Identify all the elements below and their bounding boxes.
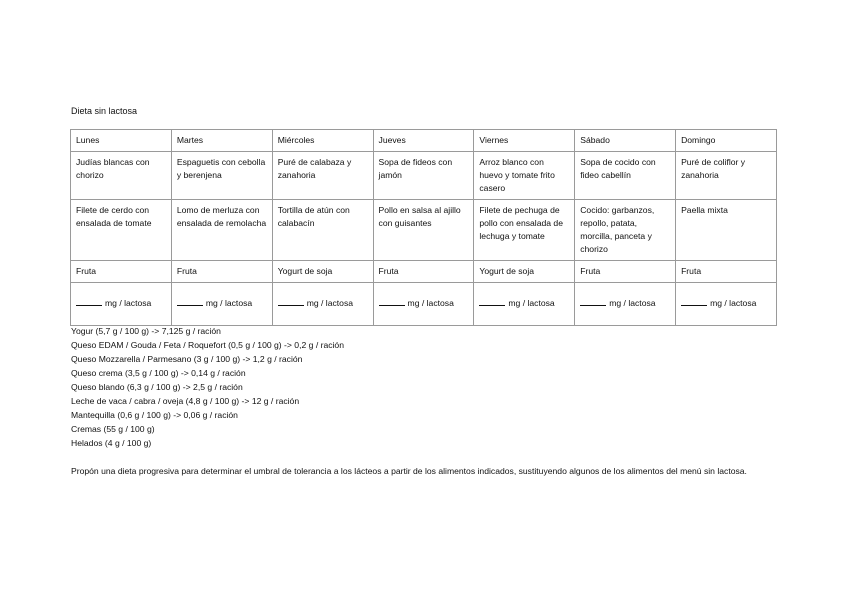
table-cell-meal: Lomo de merluza con ensalada de remolacha [171,200,272,261]
blank-line [76,296,102,306]
table-cell-dessert: Yogurt de soja [272,261,373,283]
table-cell-lactose [575,283,676,326]
table-cell-dessert: Fruta [575,261,676,283]
lactose-label: mg / lactosa [609,298,656,308]
table-cell-meal: Paella mixta [676,200,777,261]
table-row-second-course [71,200,777,261]
table-cell-meal: Puré de calabaza y zanahoria [272,152,373,200]
list-item: Queso crema (3,5 g / 100 g) -> 0,14 g / ración [71,368,246,378]
blank-line [580,296,606,306]
table-cell-meal: Sopa de cocido con fideo cabellín [575,152,676,200]
blank-line [379,296,405,306]
table-cell-day: Domingo [676,130,777,152]
table-cell-dessert: Fruta [676,261,777,283]
list-item: Queso Mozzarella / Parmesano (3 g / 100 g) -> 1,2 g / ración [71,354,303,364]
table-row-first-course [71,152,777,200]
lactose-label: mg / lactosa [407,298,454,308]
blank-line [681,296,707,306]
table-row-dessert [71,261,777,283]
table-cell-day: Lunes [71,130,172,152]
diet-table [70,129,777,326]
list-item: Helados (4 g / 100 g) [71,438,152,448]
list-item: Mantequilla (0,6 g / 100 g) -> 0,06 g / ración [71,410,238,420]
table-cell-meal: Espaguetis con cebolla y berenjena [171,152,272,200]
lactose-reference-list [71,324,344,450]
table-cell-lactose [474,283,575,326]
lactose-label: mg / lactosa [508,298,555,308]
table-cell-meal: Arroz blanco con huevo y tomate frito casero [474,152,575,200]
table-cell-lactose [676,283,777,326]
list-item: Queso EDAM / Gouda / Feta / Roquefort (0,5 g / 100 g) -> 0,2 g / ración [71,340,344,350]
table-cell-lactose [373,283,474,326]
lactose-label: mg / lactosa [710,298,757,308]
lactose-label: mg / lactosa [205,298,253,308]
table-cell-day: Martes [171,130,272,152]
table-cell-lactose [71,283,172,326]
table-cell-day: Viernes [474,130,575,152]
table-cell-dessert: Fruta [373,261,474,283]
table-cell-lactose [272,283,373,326]
page-title: Dieta sin lactosa [71,106,138,116]
table-cell-meal: Puré de coliflor y zanahoria [676,152,777,200]
table-cell-day: Sábado [575,130,676,152]
blank-line [177,296,203,306]
table-cell-dessert: Fruta [71,261,172,283]
table-cell-meal: Judías blancas con chorizo [71,152,172,200]
table-cell-meal: Pollo en salsa al ajillo con guisantes [373,200,474,261]
blank-line [479,296,505,306]
table-cell-dessert: Yogurt de soja [474,261,575,283]
table-row-days [71,130,777,152]
lactose-label: mg / lactosa [306,298,354,308]
instructions-paragraph: Propón una dieta progresiva para determinar el umbral de tolerancia a los lácteos a partir de los alimentos indicados, sustituyendo algunos de los alimentos del menú sin lactosa. [71,466,747,476]
table-cell-meal: Filete de pechuga de pollo con ensalada de lechuga y tomate [474,200,575,261]
blank-line [278,296,304,306]
lactose-label: mg / lactosa [105,298,152,308]
table-cell-meal: Tortilla de atún con calabacín [272,200,373,261]
table-cell-day: Jueves [373,130,474,152]
table-cell-day: Miércoles [272,130,373,152]
table-cell-lactose [171,283,272,326]
list-item: Queso blando (6,3 g / 100 g) -> 2,5 g / ración [71,382,243,392]
list-item: Leche de vaca / cabra / oveja (4,8 g / 100 g) -> 12 g / ración [71,396,300,406]
table-cell-meal: Filete de cerdo con ensalada de tomate [71,200,172,261]
list-item: Yogur (5,7 g / 100 g) -> 7,125 g / ración [71,326,221,336]
table-cell-meal: Sopa de fideos con jamón [373,152,474,200]
table-cell-meal: Cocido: garbanzos, repollo, patata, morcilla, panceta y chorizo [575,200,676,261]
table-row-lactose [71,283,777,326]
list-item: Cremas (55 g / 100 g) [71,424,155,434]
table-cell-dessert: Fruta [171,261,272,283]
